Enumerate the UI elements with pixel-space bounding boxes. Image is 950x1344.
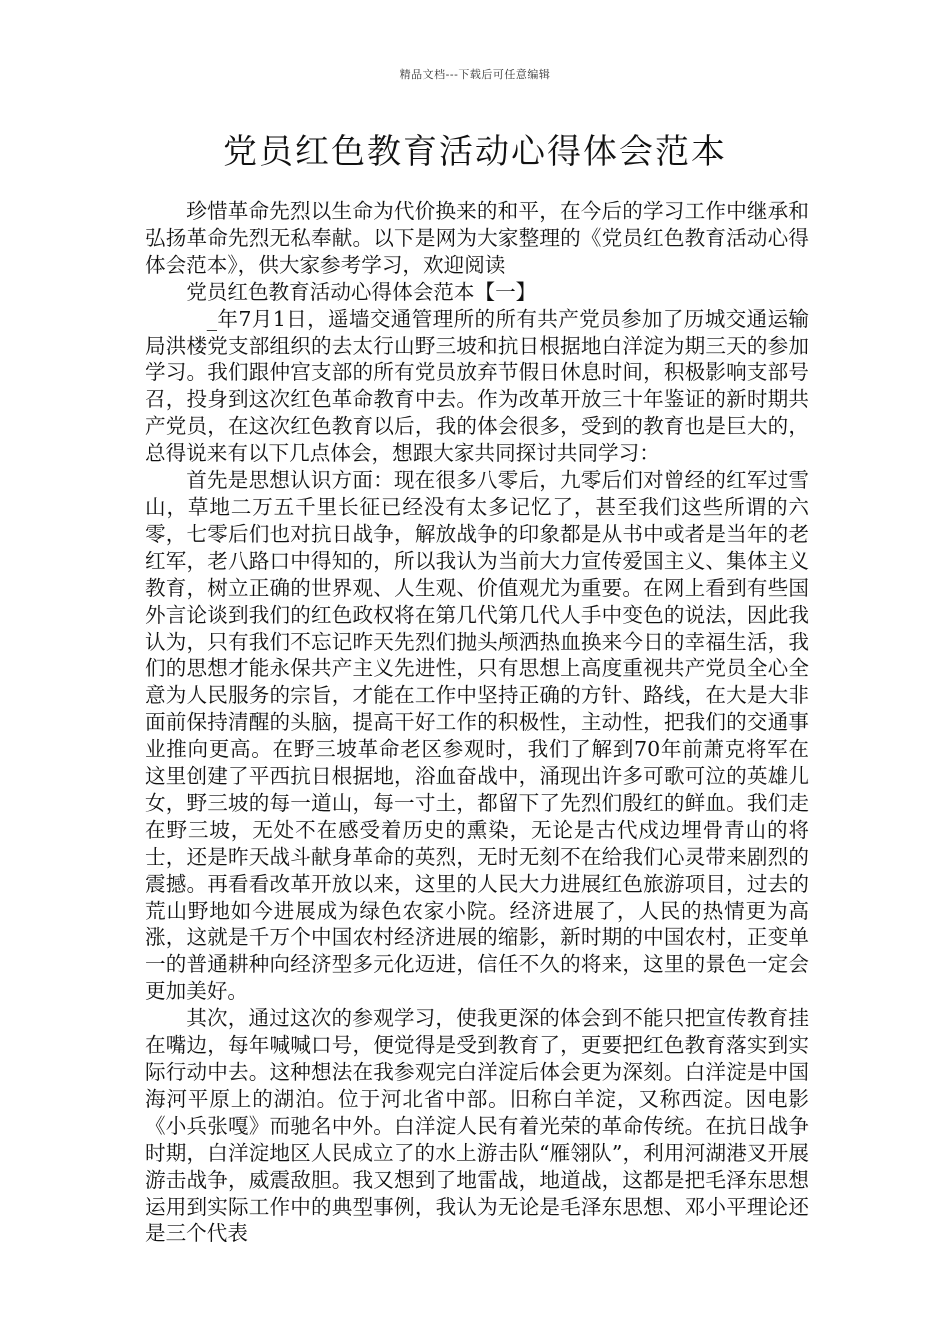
intro-paragraph: 珍惜革命先烈以生命为代价换来的和平，在今后的学习工作中继承和弘扬革命先烈无私奉献。以下是网为大家整理的《党员红色教育活动心得体会范本》，供大家参考学习，欢迎阅读 xyxy=(145,199,809,277)
body-paragraph-3: 其次，通过这次的参观学习，使我更深的体会到不能只把宣传教育挂在嘴边，每年喊喊口号，便觉得是受到教育了，更要把红色教育落实到实际行动中去。这种想法在我参观完白洋淀后体会更为深刻。白洋淀是中国海河平原上的湖泊。位于河北省中部。旧称白羊淀，又称西淀。因电影《小兵张嘎》而驰名中外。白洋淀人民有着光荣的革命传统。在抗日战争时期，白洋淀地区人民成立了的水上游击队“雁翎队”，利用河湖港叉开展游击战争，威震敌胆。我又想到了地雷战，地道战，这都是把毛泽东思想运用到实际工作中的典型事例，我认为无论是毛泽东思想、邓小平理论还是三个代表 xyxy=(145,1006,809,1246)
document-body xyxy=(145,198,809,1247)
section-heading: 党员红色教育活动心得体会范本【一】 xyxy=(186,279,537,304)
body-paragraph-2: 首先是思想认识方面：现在很多八零后，九零后们对曾经的红军过雪山，草地二万五千里长征已经没有太多记忆了，甚至我们这些所谓的六零，七零后们也对抗日战争，解放战争的印象都是从书中或者是当年的老红军，老八路口中得知的，所以我认为当前大力宣传爱国主义、集体主义教育，树立正确的世界观、人生观、价值观尤为重要。在网上看到有些国外言论谈到我们的红色政权将在第几代第几代人手中变色的说法，因此我认为，只有我们不忘记昨天先烈们抛头颅洒热血换来今日的幸福生活，我们的思想才能永保共产主义先进性，只有思想上高度重视共产党员全心全意为人民服务的宗旨，才能在工作中坚持正确的方针、路线，在大是大非面前保持清醒的头脑，提高干好工作的积极性，主动性，把我们的交通事业推向更高。在野三坡革命老区参观时，我们了解到70年前萧克将军在这里创建了平西抗日根据地，浴血奋战中，涌现出许多可歌可泣的英雄儿女，野三坡的每一道山，每一寸土，都留下了先烈们殷红的鲜血。我们走在野三坡，无处不在感受着历史的熏染，无论是古代戍边埋骨青山的将士，还是昨天战斗献身革命的英烈，无时无刻不在给我们心灵带来剧烈的震撼。再看看改革开放以来，这里的人民大力进展红色旅游项目，过去的荒山野地如今进展成为绿色农家小院。经济进展了，人民的热情更为高涨，这就是千万个中国农村经济进展的缩影，新时期的中国农村，正变单一的普通耕种向经济型多元化迈进，信任不久的将来，这里的景色一定会更加美好。 xyxy=(145,468,809,1004)
body-paragraph-1: _年7月1日，遥墙交通管理所的所有共产党员参加了历城交通运输局洪楼党支部组织的去太行山野三坡和抗日根据地白洋淀为期三天的参加学习。我们跟仲宫支部的所有党员放弃节假日休息时间，积极影响支部号召，投身到这次红色革命教育中去。作为改革开放三十年鉴证的新时期共产党员，在这次红色教育以后，我的体会很多，受到的教育也是巨大的，总得说来有以下几点体会，想跟大家共同探讨共同学习： xyxy=(145,306,809,466)
page-header: 精品文档---下载后可任意编辑 xyxy=(399,68,551,81)
document-title: 党员红色教育活动心得体会范本 xyxy=(223,132,727,172)
